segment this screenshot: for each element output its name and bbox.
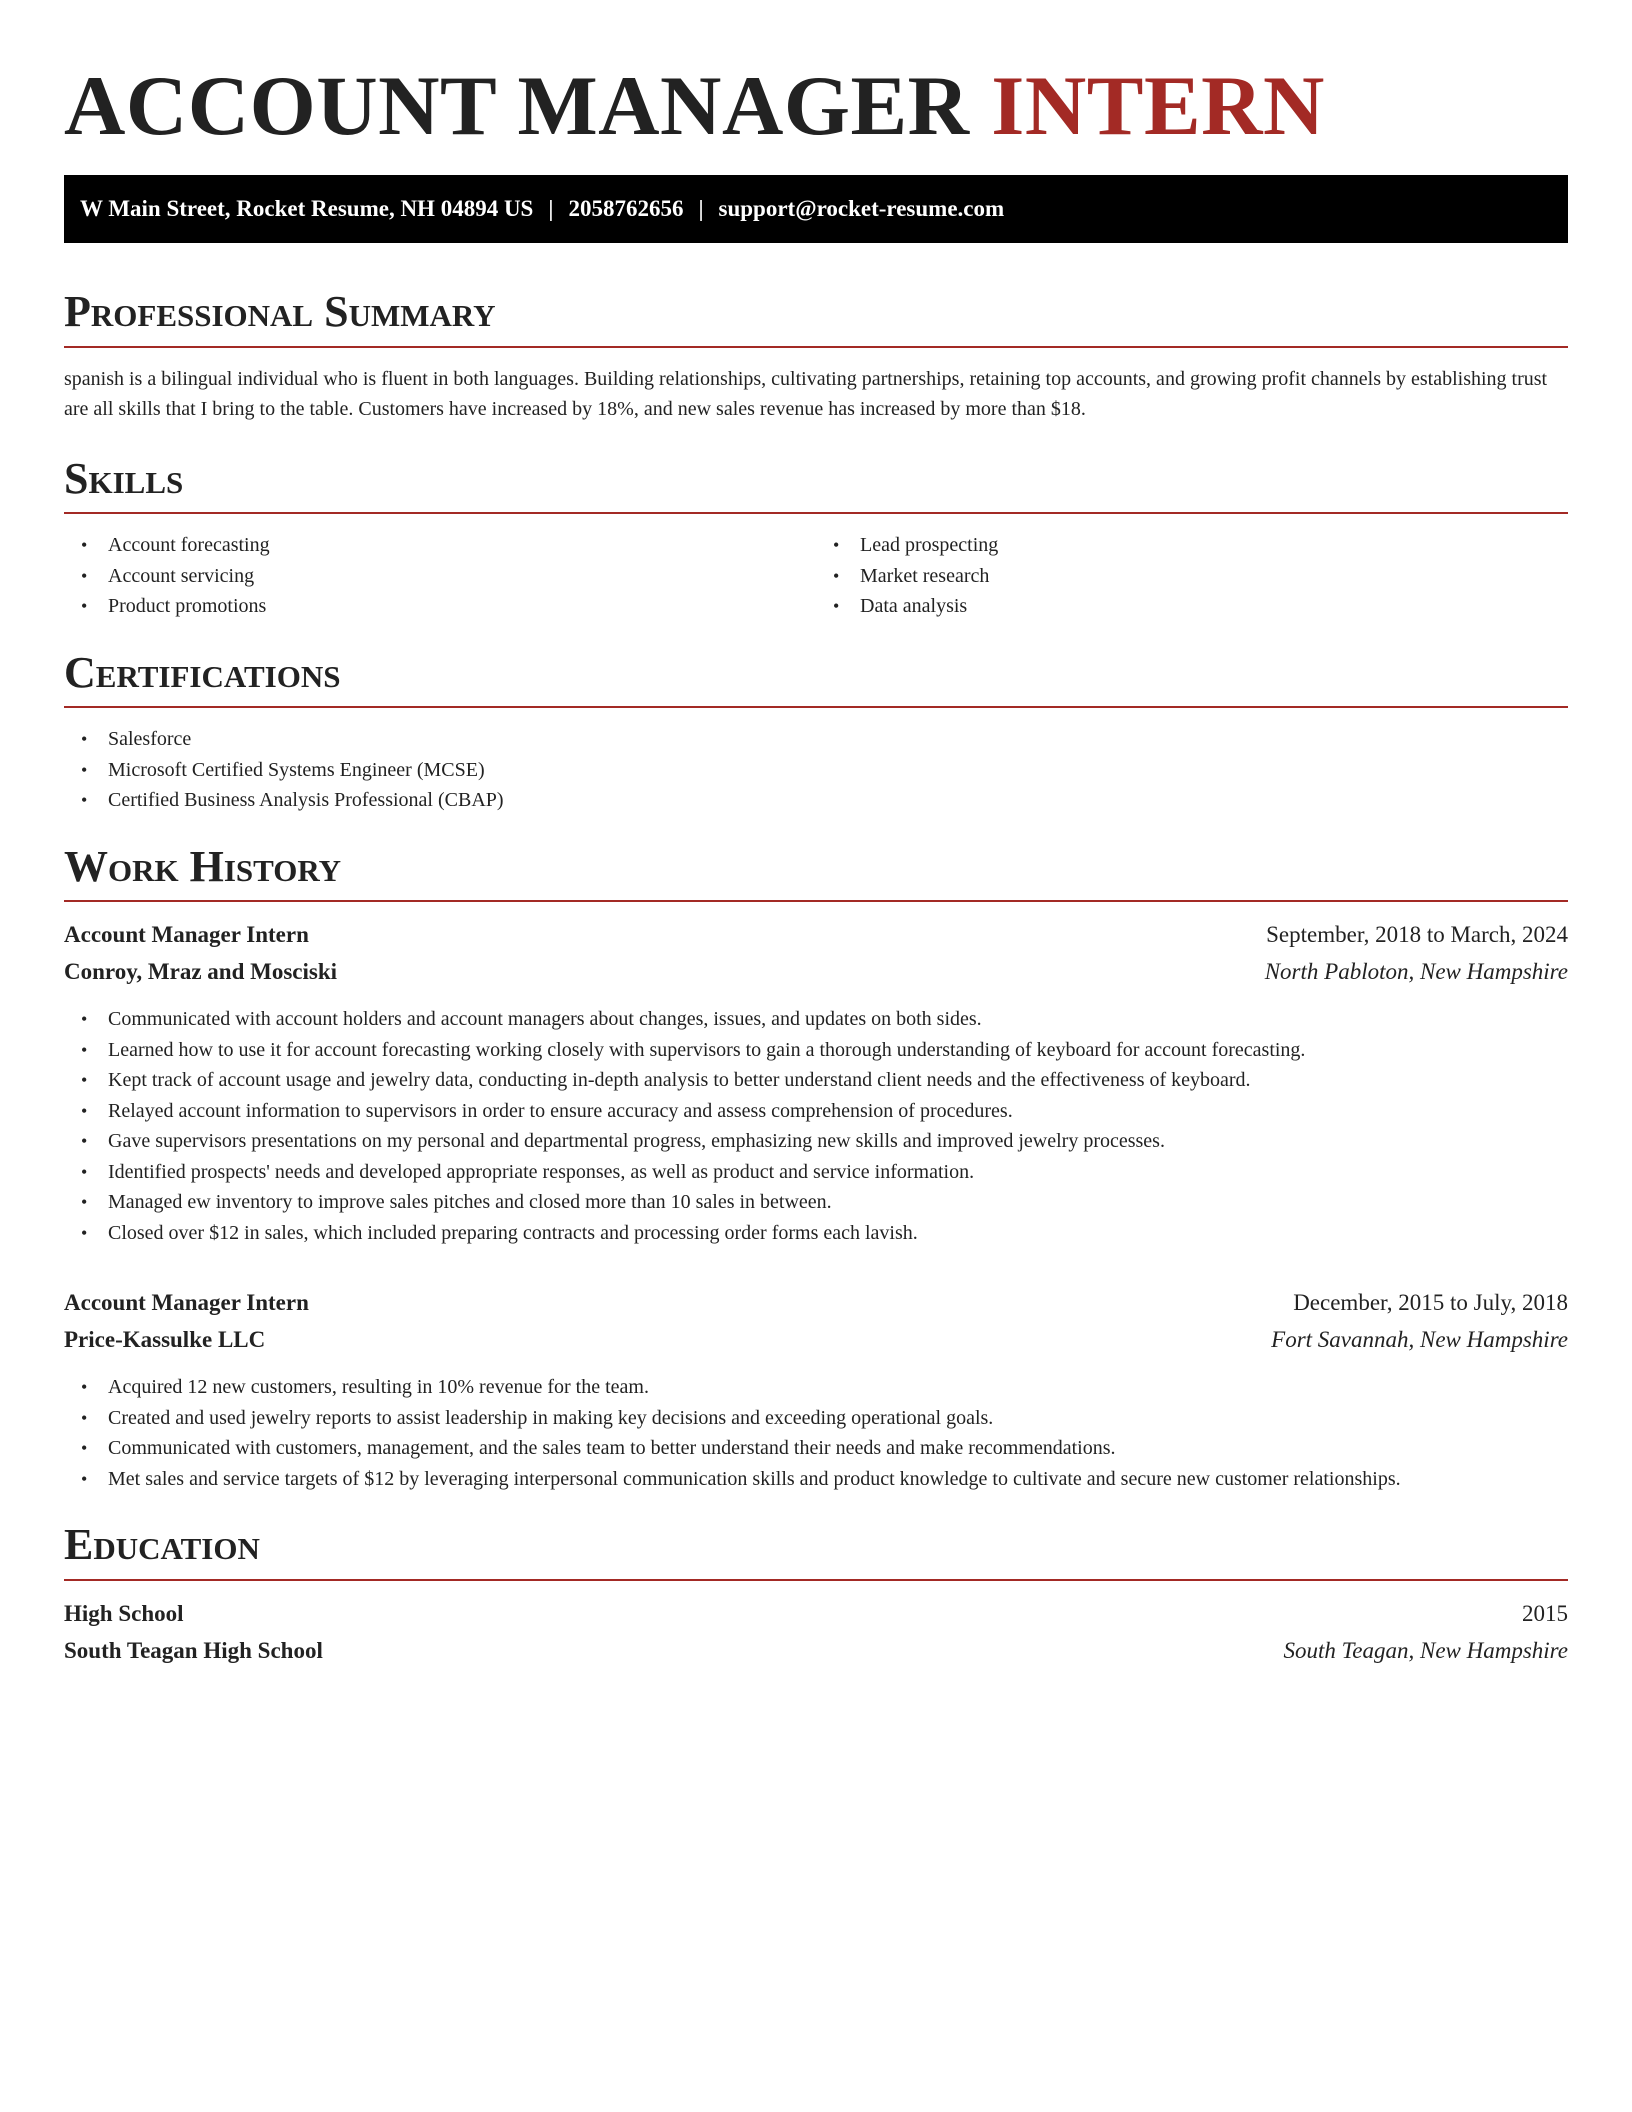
certifications-list [64, 724, 1568, 816]
job-bullet: • Managed ew inventory to improve sales pitches and closed more than 10 sales in between. [108, 1187, 1568, 1218]
skill-item: • Account forecasting [108, 530, 816, 561]
job-bullet: • Created and used jewelry reports to assist leadership in making key decisions and exceeding operational goals. [108, 1403, 1568, 1434]
job-location: Fort Savannah, New Hampshire [1271, 1327, 1568, 1353]
job-role: Account Manager Intern [64, 922, 309, 948]
contact-bar [64, 175, 1568, 243]
summary-text: spanish is a bilingual individual who is fluent in both languages. Building relationships, cultivating partnerships, retaining top accounts, and growing profit channels by establishing trust are all skills that I bring to the table. Customers have increased by 18%, and new sales revenue has increased by more than $18. [64, 367, 1548, 420]
job-dates: September, 2018 to March, 2024 [1266, 922, 1568, 948]
contact-phone: 2058762656 [568, 196, 684, 221]
title-main: ACCOUNT MANAGER [64, 59, 970, 153]
certification-item: • Microsoft Certified Systems Engineer (MCSE) [108, 755, 1568, 786]
education-degree: High School [64, 1600, 184, 1626]
job-company: Price-Kassulke LLC [64, 1327, 266, 1353]
job-bullet: • Relayed account information to supervisors in order to ensure accuracy and assess comprehension of procedures. [108, 1096, 1568, 1127]
job-bullet: • Met sales and service targets of $12 by leveraging interpersonal communication skills and product knowledge to cultivate and secure new customer relationships. [108, 1464, 1568, 1495]
title-accent: INTERN [991, 59, 1325, 153]
education-school: South Teagan High School [64, 1637, 323, 1663]
summary-heading: Professional Summary [64, 287, 1568, 348]
job-bullet: • Acquired 12 new customers, resulting in 10% revenue for the team. [108, 1372, 1568, 1403]
job-bullet: • Identified prospects' needs and developed appropriate responses, as well as product and service information. [108, 1157, 1568, 1188]
skill-item: • Data analysis [860, 591, 1568, 622]
skills-list-right [816, 530, 1568, 622]
skills-grid [64, 530, 1568, 622]
skill-item: • Market research [860, 561, 1568, 592]
job-company-row [64, 953, 1568, 990]
education-heading: Education [64, 1520, 1568, 1581]
job-bullet: • Kept track of account usage and jewelry data, conducting in-depth analysis to better understand client needs and the effectiveness of keyboard. [108, 1065, 1568, 1096]
job-company-row [64, 1321, 1568, 1358]
job-bullet: • Communicated with account holders and account managers about changes, issues, and updates on both sides. [108, 1004, 1568, 1035]
job-entry [64, 1284, 1568, 1494]
certification-item: • Certified Business Analysis Professional (CBAP) [108, 785, 1568, 816]
job-bullet: • Learned how to use it for account forecasting working closely with supervisors to gain a thorough understanding of keyboard for account forecasting. [108, 1035, 1568, 1066]
education-school-row [64, 1632, 1568, 1669]
contact-separator: | [698, 196, 704, 221]
education-section [64, 1520, 1568, 1669]
skills-list-left [64, 530, 816, 622]
job-bullets [64, 1004, 1568, 1248]
skill-item: • Lead prospecting [860, 530, 1568, 561]
job-location: North Pabloton, New Hampshire [1264, 959, 1568, 985]
education-year: 2015 [1522, 1600, 1568, 1626]
job-bullets [64, 1372, 1568, 1494]
job-role: Account Manager Intern [64, 1290, 309, 1316]
job-header-row [64, 916, 1568, 953]
contact-address: W Main Street, Rocket Resume, NH 04894 US [80, 196, 534, 221]
work-history-heading: Work History [64, 842, 1568, 903]
job-bullet: • Closed over $12 in sales, which included preparing contracts and processing order forms each lavish. [108, 1218, 1568, 1249]
skills-section [64, 454, 1568, 622]
contact-email[interactable]: support@rocket-resume.com [718, 196, 1005, 221]
job-bullet: • Communicated with customers, management, and the sales team to better understand their needs and make recommendations. [108, 1433, 1568, 1464]
education-degree-row [64, 1595, 1568, 1632]
certifications-heading: Certifications [64, 648, 1568, 709]
education-location: South Teagan, New Hampshire [1283, 1637, 1568, 1663]
work-history-section [64, 842, 1568, 1495]
job-entry [64, 916, 1568, 1248]
skills-heading: Skills [64, 454, 1568, 515]
contact-separator: | [548, 196, 554, 221]
skill-item: • Product promotions [108, 591, 816, 622]
certification-item: • Salesforce [108, 724, 1568, 755]
certifications-section [64, 648, 1568, 816]
job-header-row [64, 1284, 1568, 1321]
job-company: Conroy, Mraz and Mosciski [64, 959, 338, 985]
skill-item: • Account servicing [108, 561, 816, 592]
summary-section [64, 287, 1568, 424]
education-entry [64, 1595, 1568, 1669]
job-dates: December, 2015 to July, 2018 [1293, 1290, 1568, 1316]
resume-title [64, 55, 1568, 157]
job-bullet: • Gave supervisors presentations on my personal and departmental progress, emphasizing new skills and improved jewelry processes. [108, 1126, 1568, 1157]
